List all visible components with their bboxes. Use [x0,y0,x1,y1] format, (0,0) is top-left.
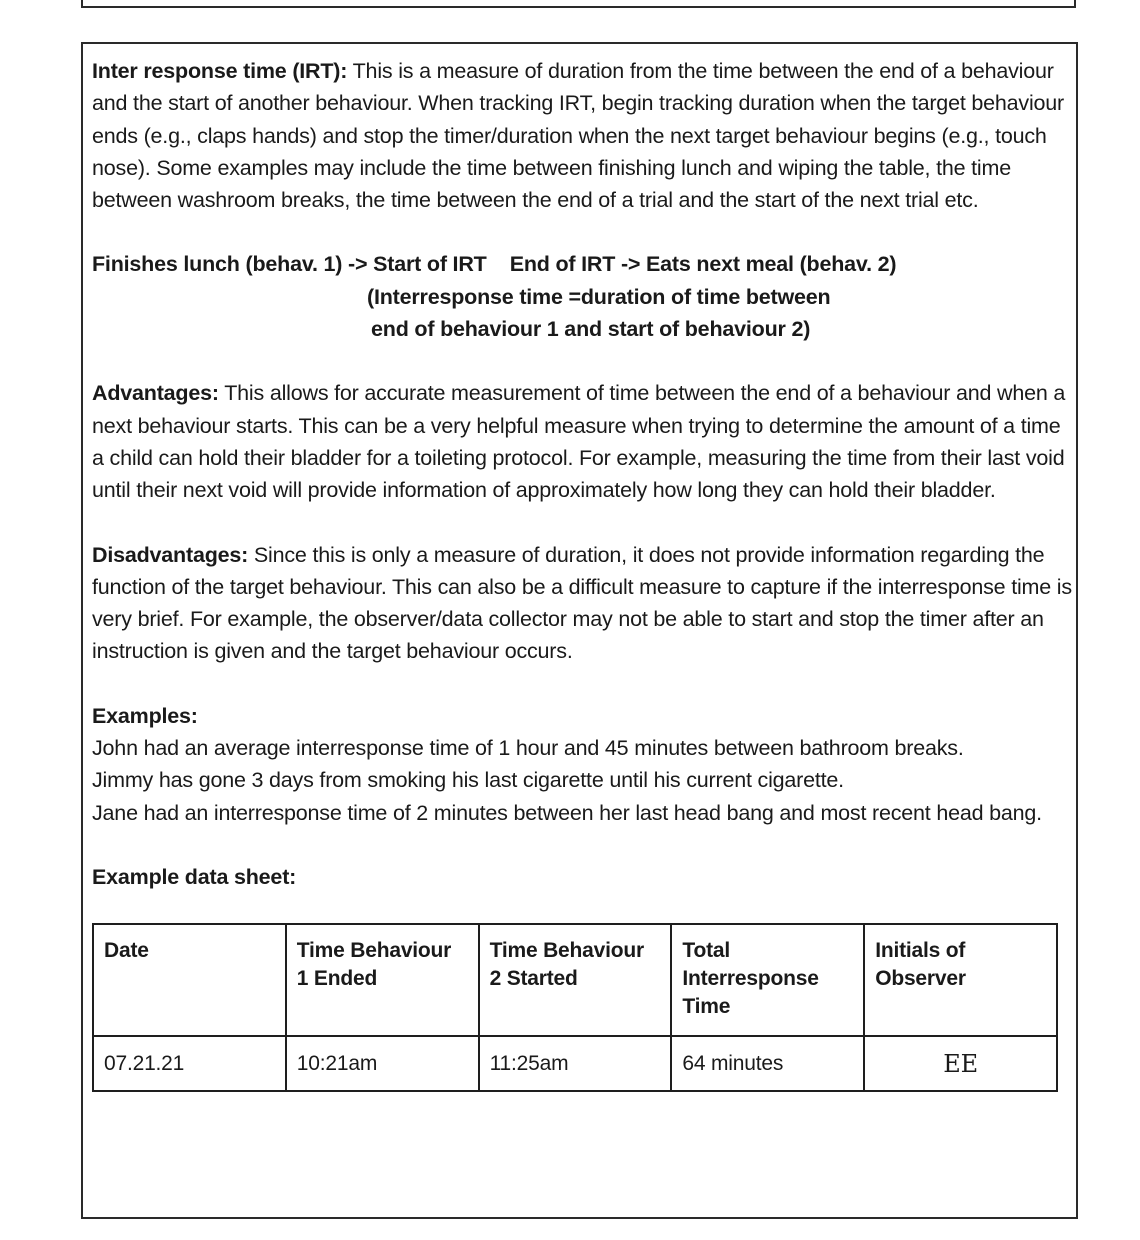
column-header-behaviour-1-ended: Time Behaviour 1 Ended [286,924,479,1036]
examples-heading: Examples: [92,703,198,728]
irt-section-content [92,55,1072,1092]
irt-diagram-line [92,248,1072,280]
disadvantages-paragraph [92,539,1072,668]
advantages-paragraph [92,377,1072,506]
irt-diagram [92,248,1072,345]
example-item: Jane had an interresponse time of 2 minutes between her last head bang and most recent head bang. [92,800,1042,825]
example-item: Jimmy has gone 3 days from smoking his last cigarette until his current cigarette. [92,768,844,793]
disadvantages-body: Since this is only a measure of duration, it does not provide information regarding the function of the target behaviour. This can also be a difficult measure to capture if the interresponse time is very brief. For example, the observer/data collector may not be able to start and stop the timer after an instruction is given and the target behaviour occurs. [92,542,1072,664]
table-header-row [93,924,1057,1036]
cell-observer-initials: EE [864,1036,1057,1091]
cell-total-irt: 64 minutes [671,1036,864,1091]
irt-definition [92,55,1072,216]
cell-behaviour-2-started: 11:25am [479,1036,672,1091]
cell-behaviour-1-ended: 10:21am [286,1036,479,1091]
examples-section [92,700,1072,829]
column-header-behaviour-2-started: Time Behaviour 2 Started [479,924,672,1036]
data-sheet-heading: Example data sheet: [92,864,297,889]
irt-diagram-right: End of IRT -> Eats next meal (behav. 2) [509,252,897,277]
irt-diagram-note-2: end of behaviour 1 and start of behaviour 2) [371,317,811,342]
column-header-date: Date [93,924,286,1036]
table-row [93,1036,1057,1091]
cell-date: 07.21.21 [93,1036,286,1091]
example-item: John had an average interresponse time of 1 hour and 45 minutes between bathroom breaks. [92,736,964,761]
column-header-total-irt: Total Interresponse Time [671,924,864,1036]
irt-diagram-note-1: (Interresponse time =duration of time between [367,284,831,309]
advantages-heading: Advantages: [92,381,219,406]
irt-heading: Inter response time (IRT): [92,59,348,83]
advantages-body: This allows for accurate measurement of time between the end of a behaviour and when a next behaviour starts. This can be a very helpful measure when trying to determine the amount of a time a child can hold their bladder for a toileting protocol. For example, measuring the time from their last void until their next void will provide information of approximately how long they can hold their bladder. [92,381,1066,503]
irt-diagram-left: Finishes lunch (behav. 1) -> Start of IRT [92,252,487,277]
irt-body: This is a measure of duration from the time between the end of a behaviour and the start of another behaviour. When tracking IRT, begin tracking duration when the target behaviour ends (e.g., claps hands) and stop the timer/duration when the next target behaviour begins (e.g., touch nose). Some examples may include the time between finishing lunch and wiping the table, the time between washroom breaks, the time between the end of a trial and the start of the next trial etc. [92,59,1065,213]
previous-section-box [81,0,1076,8]
example-data-sheet-table [92,923,1058,1092]
column-header-initials: Initials of Observer [864,924,1057,1036]
disadvantages-heading: Disadvantages: [92,542,249,567]
